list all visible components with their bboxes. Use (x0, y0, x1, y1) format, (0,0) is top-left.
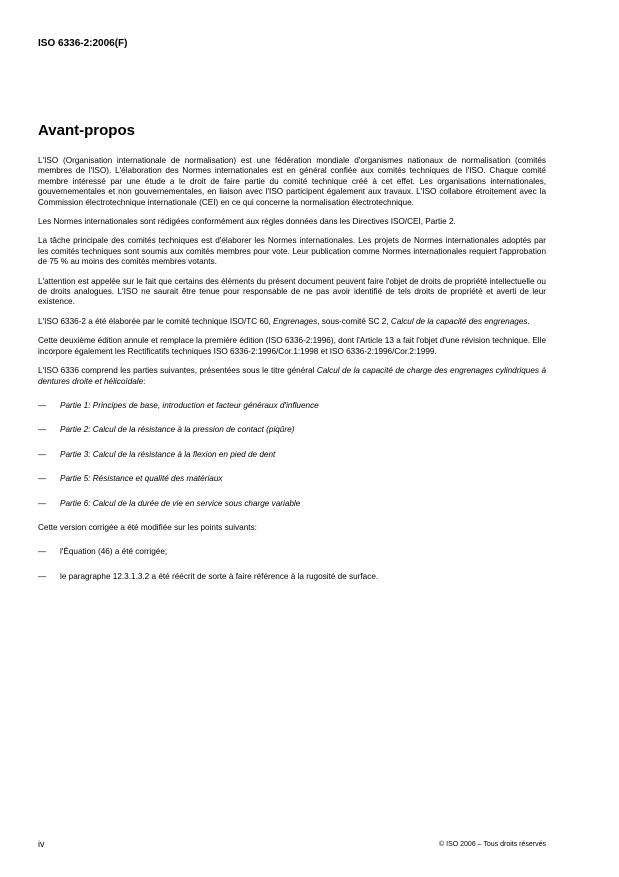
paragraph-parts-intro: L'ISO 6336 comprend les parties suivantes, présentées sous le titre général Calcul de la capacité de charge des engrenages cylindriques à dentures droite et hélicoïdale: (38, 366, 546, 386)
dash-bullet: — (38, 474, 47, 484)
list-item (38, 450, 546, 460)
copyright-notice: © ISO 2006 – Tous droits réservés (439, 841, 546, 848)
dash-bullet: — (38, 425, 47, 435)
dash-bullet: — (38, 498, 47, 508)
change-text: l'Équation (46) a été corrigée; (60, 547, 168, 557)
list-item (38, 401, 546, 411)
paragraph-technical-committees: La tâche principale des comités techniques est d'élaborer les Normes internationales. Les projets de Normes internationales adoptés par les comités techniques sont soumis aux comités membres pour vote. Leur publication comme Normes internationales requiert l'approbation de 75 % au moins des comités membres votants. (38, 236, 546, 267)
dash-bullet: — (38, 547, 47, 557)
paragraph-edition: Cette deuxième édition annule et remplace la première édition (ISO 6336-2:1996), dont l'Article 13 a fait l'objet d'une révision technique. Elle incorpore également les Rectificatifs techniques ISO 6336-2:1996/Cor.1:1998 et ISO 6336-2:1996/Cor.2:1999. (38, 336, 546, 356)
part-title: Partie 5: Résistance et qualité des matériaux (60, 474, 223, 484)
part-title: Partie 2: Calcul de la résistance à la pression de contact (piqûre) (60, 425, 295, 435)
section-title: Avant-propos (38, 122, 135, 139)
list-item (38, 425, 546, 435)
list-item (38, 499, 546, 509)
document-id: ISO 6336-2:2006(F) (38, 38, 128, 49)
paragraph-patent-rights: L'attention est appelée sur le fait que certains des éléments du présent document peuvent faire l'objet de droits de propriété intellectuelle ou de droits analogues. L'ISO ne saurait être tenue pour responsable de ne pas avoir identifié de tels droits de propriété et averti de leur existence. (38, 276, 546, 307)
dash-bullet: — (38, 449, 47, 459)
paragraph-corrections-intro: Cette version corrigée a été modifiée sur les points suivants: (38, 522, 257, 532)
page-number: iv (38, 839, 45, 849)
list-item (38, 474, 546, 484)
dash-bullet: — (38, 400, 47, 410)
paragraph-iso-intro: L'ISO (Organisation internationale de normalisation) est une fédération mondiale d'organismes nationaux de normalisation (comités membres de l'ISO). L'élaboration des Normes internationales est en général confiée aux comités techniques de l'ISO. Chaque comité membre intéressé par une étude a le droit de faire partie du comité technique créé à cet effet. Les organisations internationales, gouvernementales et non gouvernementales, en liaison avec l'ISO participent également aux travaux. L'ISO collabore étroitement avec la Commission électrotechnique internationale (CEI) en ce qui concerne la normalisation électrotechnique. (38, 156, 546, 207)
foreword-body (38, 156, 546, 596)
paragraph-prepared-by: L'ISO 6336-2 a été élaborée par le comité technique ISO/TC 60, Engrenages, sous-comité SC 2, Calcul de la capacité des engrenages. (38, 316, 530, 326)
change-text: le paragraphe 12.3.1.3.2 a été réécrit de sorte à faire référence à la rugosité de surface. (60, 571, 379, 581)
part-title: Partie 3: Calcul de la résistance à la flexion en pied de dent (60, 449, 276, 459)
part-title: Partie 1: Principes de base, introduction et facteur généraux d'influence (60, 400, 319, 410)
paragraph-directives: Les Normes internationales sont rédigées conformément aux règles données dans les Directives ISO/CEI, Partie 2. (38, 217, 456, 227)
list-item (38, 572, 546, 582)
part-title: Partie 6: Calcul de la durée de vie en service sous charge variable (60, 498, 301, 508)
list-item (38, 547, 546, 557)
dash-bullet: — (38, 571, 47, 581)
